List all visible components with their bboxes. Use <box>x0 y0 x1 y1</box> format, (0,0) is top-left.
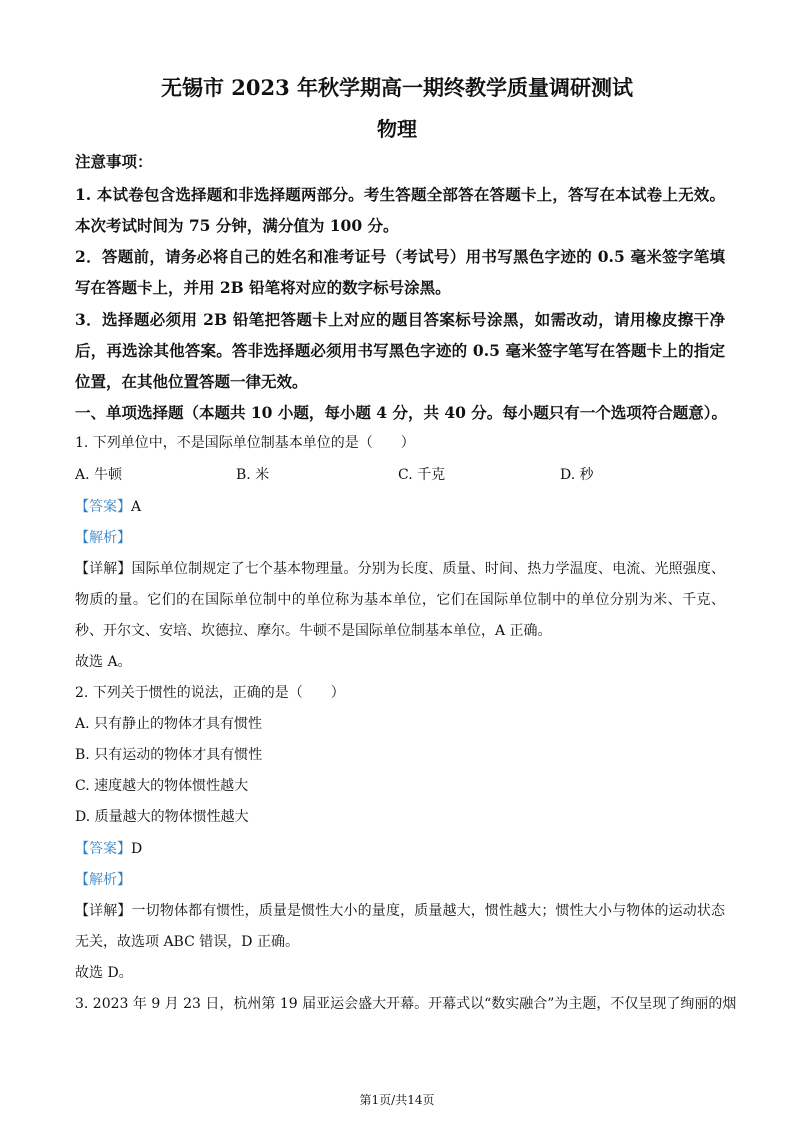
question-1-option-a: A. 牛顿 <box>75 467 123 483</box>
question-1-option-d: D. 秒 <box>560 467 594 483</box>
document-subtitle: 物理 <box>377 117 417 141</box>
answer-value: D <box>131 841 143 857</box>
question-2-option-a: A. 只有静止的物体才具有惯性 <box>75 716 263 732</box>
page-footer: 第1页/共14页 <box>359 1093 435 1107</box>
question-1-detail-line-3: 秒、开尔文、安培、坎德拉、摩尔。牛顿不是国际单位制基本单位，A 正确。 <box>75 623 552 639</box>
question-2-detail-line-1 <box>75 900 725 920</box>
question-2-option-c: C. 速度越大的物体惯性越大 <box>75 778 249 794</box>
question-2-option-b: B. 只有运动的物体才具有惯性 <box>75 747 263 763</box>
question-1-option-c: C. 千克 <box>398 467 446 483</box>
answer-tag: 【答案】 <box>75 841 131 857</box>
detail-tag: 【详解】 <box>75 561 132 577</box>
detail-text: 一切物体都有惯性，质量是惯性大小的量度，质量越大，惯性越大；惯性大小与物体的运动状态 <box>131 903 726 919</box>
section-1-heading: 一、单项选择题（本题共 10 小题，每小题 4 分，共 40 分。每小题只有一个选项符合题意）。 <box>75 403 728 422</box>
notice-item-1-line-1: 1. 本试卷包含选择题和非选择题两部分。考生答题全部答在答题卡上，答写在本试卷上无效。 <box>75 185 725 204</box>
notice-item-2-line-1: 2．答题前，请务必将自己的姓名和准考证号（考试号）用书写黑色字迹的 0.5 毫米签字笔填 <box>75 247 725 266</box>
question-2-answer <box>75 838 725 858</box>
question-2-stem: 2. 下列关于惯性的说法，正确的是（ ） <box>75 685 345 701</box>
question-1-conclusion: 故选 A。 <box>75 654 132 670</box>
question-1-detail-line-2: 物质的量。它们的在国际单位制中的单位称为基本单位，它们在国际单位制中的单位分别为米、千克、 <box>75 592 725 608</box>
detail-tag: 【详解】 <box>75 903 132 919</box>
question-2-conclusion: 故选 D。 <box>75 965 133 981</box>
notice-item-2-line-2: 写在答题卡上，并用 2B 铅笔将对应的数字标号涂黑。 <box>75 278 451 297</box>
question-2-detail-line-2: 无关，故选项 ABC 错误，D 正确。 <box>75 934 299 950</box>
answer-tag: 【答案】 <box>75 499 131 515</box>
answer-value: A <box>131 499 142 515</box>
question-1-stem: 1. 下列单位中，不是国际单位制基本单位的是（ ） <box>75 435 415 451</box>
question-3-stem: 3. 2023 年 9 月 23 日，杭州第 19 届亚运会盛大开幕。开幕式以“数实融合”为主题，不仅呈现了绚丽的烟 <box>75 996 737 1012</box>
question-1-detail-line-1 <box>75 558 725 578</box>
document-title: 无锡市 2023 年秋学期高一期终教学质量调研测试 <box>160 75 634 100</box>
detail-text: 国际单位制规定了七个基本物理量。分别为长度、质量、时间、热力学温度、电流、光照强度、 <box>131 561 726 577</box>
notice-item-3-line-2: 后，再选涂其他答案。答非选择题必须用书写黑色字迹的 0.5 毫米签字笔写在答题卡上的指定 <box>75 341 725 360</box>
question-2-analysis-tag: 【解析】 <box>75 872 131 888</box>
notice-item-3-line-1: 3．选择题必须用 2B 铅笔把答题卡上对应的题目答案标号涂黑，如需改动，请用橡皮擦干净 <box>75 310 725 329</box>
notice-item-1-line-2: 本次考试时间为 75 分钟，满分值为 100 分。 <box>75 216 399 235</box>
question-2-option-d: D. 质量越大的物体惯性越大 <box>75 809 249 825</box>
question-1-analysis-tag: 【解析】 <box>75 530 131 546</box>
notice-item-3-line-3: 位置，在其他位置答题一律无效。 <box>75 372 308 391</box>
question-1-option-b: B. 米 <box>236 467 270 483</box>
question-1-answer <box>75 496 725 516</box>
notice-heading: 注意事项： <box>75 152 153 171</box>
